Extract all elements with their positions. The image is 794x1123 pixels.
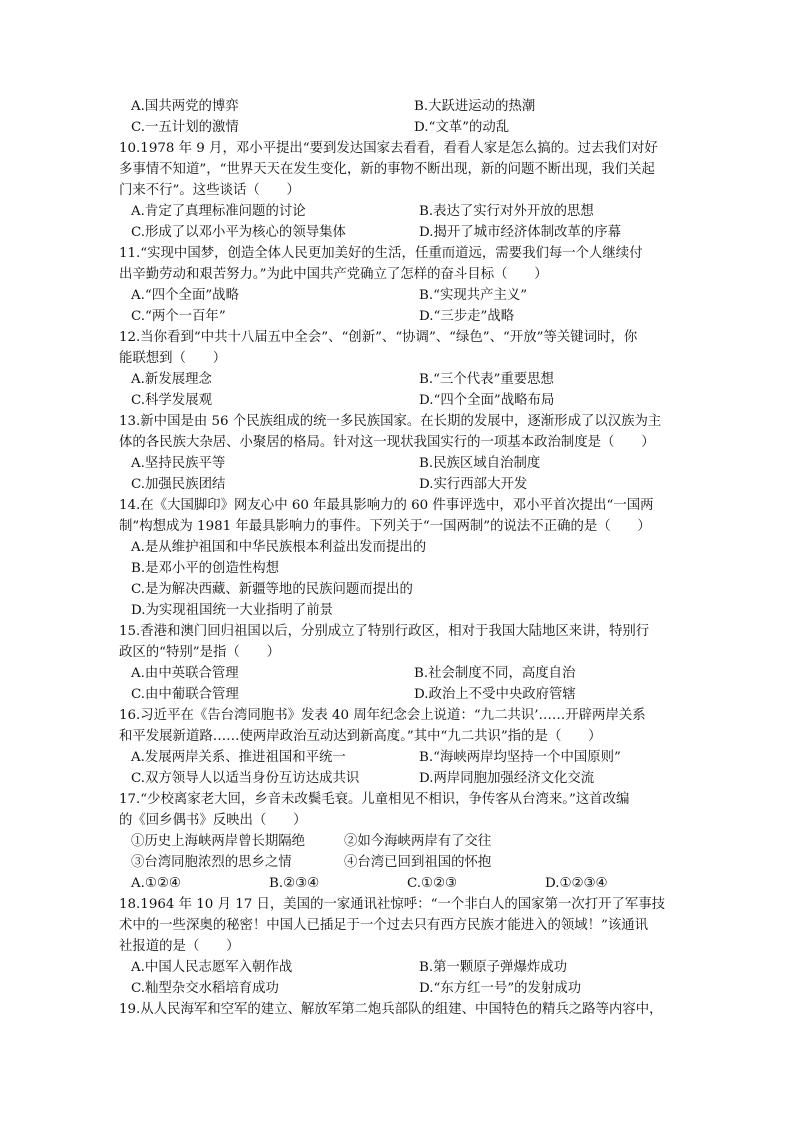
q9-option-d: D.“文革”的动乱 (414, 120, 510, 135)
q10-stem-line: 门来不行”。这些谈话（ ） (119, 183, 300, 198)
q15-option-d: D.政治上不受中央政府管辖 (414, 687, 576, 702)
question-13 (119, 411, 684, 453)
q12-stem-line: 12.当你看到“中共十八届五中全会”、“创新”、“协调”、“绿色”、“开放”等关键词时，你 (119, 330, 638, 345)
q14-stem-line: 14.在《大国脚印》网友心中 60 年最具影响力的 60 件事评选中，邓小平首次提出“一国两 (119, 498, 654, 513)
question-18 (119, 894, 684, 957)
q11-options-row-1 (119, 285, 684, 306)
question-11 (119, 243, 684, 285)
q13-option-b: B.民族区域自治制度 (419, 456, 541, 471)
q15-stem-line: 政区的“特别”是指（ ） (119, 645, 280, 660)
q16-options-row-1 (119, 747, 684, 768)
q15-options-row-1 (119, 663, 684, 684)
q12-options-row-1 (119, 369, 684, 390)
q18-option-b: B.第一颗原子弹爆炸成功 (419, 960, 568, 975)
q17-statement-4: ④台湾已回到祖国的怀抱 (344, 855, 492, 870)
q12-option-a: A.新发展理念 (131, 372, 212, 387)
q17-statement-1: ①历史上海峡两岸曾长期隔绝 (131, 834, 306, 849)
q16-option-b: B.“海峡两岸均坚持一个中国原则” (419, 750, 621, 765)
q13-options-row-2 (119, 474, 684, 495)
q17-statements-row-2 (119, 852, 684, 873)
q14-stem-line: 制”构想成为 1981 年最具影响力的事件。下列关于“一国两制”的说法不正确的是（ ） (119, 519, 651, 534)
q18-options-row-1 (119, 957, 684, 978)
q10-option-b: B.表达了实行对外开放的思想 (419, 204, 594, 219)
question-16 (119, 705, 684, 747)
question-10 (119, 138, 684, 201)
question-15 (119, 621, 684, 663)
q17-option-d: D.①②③④ (545, 876, 608, 891)
q11-option-a: A.“四个全面”战略 (131, 288, 239, 303)
q16-option-a: A.发展两岸关系、推进祖国和平统一 (131, 750, 346, 765)
q16-option-d: D.两岸同胞加强经济文化交流 (419, 771, 595, 786)
q12-stem-line: 能联想到（ ） (119, 351, 227, 366)
q17-stem-line: 17.“少校离家老大回，乡音未改鬓毛衰。儿童相见不相识，争传客从台湾来。”这首改编 (119, 792, 630, 807)
q14-option-d: D.为实现祖国统一大业指明了前景 (131, 603, 333, 618)
q14-option-a: A.是从维护祖国和中华民族根本利益出发而提出的 (131, 540, 427, 555)
question-17 (119, 789, 684, 831)
q16-stem-line: 和平发展新道路……使两岸政治互动达到新高度。”其中“九二共识”指的是（ ） (119, 729, 602, 744)
q11-option-d: D.“三步走”战略 (419, 309, 515, 324)
q10-options-row-1 (119, 201, 684, 222)
q17-option-c: C.①②③ (407, 876, 458, 891)
question-12 (119, 327, 684, 369)
q15-options-row-2 (119, 684, 684, 705)
question-14 (119, 495, 684, 537)
q18-option-d: D.“东方红一号”的发射成功 (419, 981, 582, 996)
q10-option-c: C.形成了以邓小平为核心的领导集体 (131, 225, 346, 240)
q13-option-a: A.坚持民族平等 (131, 456, 226, 471)
q12-option-d: D.“四个全面”战略布局 (419, 393, 555, 408)
q19-stem-line: 19.从人民海军和空军的建立、解放军第二炮兵部队的组建、中国特色的精兵之路等内容中， (119, 1002, 663, 1017)
q18-stem-line: 社报道的是（ ） (119, 939, 240, 954)
q14-option-b: B.是邓小平的创造性构想 (131, 561, 280, 576)
q15-stem-line: 15.香港和澳门回归祖国以后，分别成立了特别行政区，相对于我国大陆地区来讲，特别行 (119, 624, 650, 639)
q18-stem-line: 术中的一些深奥的秘密！中国人已插足于一个过去只有西方民族才能进入的领域！”该通讯 (119, 918, 649, 933)
q18-options-row-2 (119, 978, 684, 999)
q15-option-a: A.由中英联合管理 (131, 666, 239, 681)
q13-option-c: C.加强民族团结 (131, 477, 226, 492)
q17-stem-line: 的《回乡偶书》反映出（ ） (119, 813, 307, 828)
q16-stem-line: 16.习近平在《告台湾同胞书》发表 40 周年纪念会上说道：“九二共识’……开辟两岸关系 (119, 708, 646, 723)
q9-options-row-2 (119, 117, 684, 138)
q17-statement-2: ②如今海峡两岸有了交往 (344, 834, 492, 849)
q10-option-a: A.肯定了真理标准问题的讨论 (131, 204, 306, 219)
q10-option-d: D.揭开了城市经济体制改革的序幕 (419, 225, 621, 240)
q11-options-row-2 (119, 306, 684, 327)
q10-stem-line: 10.1978 年 9 月，邓小平提出“要到发达国家去看看，看看人家是怎么搞的。过去我们对好 (119, 141, 658, 156)
q10-stem-line: 多事情不知道”，“世界天天在发生变化，新的事物不断出现，新的问题不断出现，我们关起 (119, 162, 655, 177)
q17-option-b: B.②③④ (269, 876, 320, 891)
q9-option-b: B.大跃进运动的热潮 (414, 99, 536, 114)
q15-option-c: C.由中葡联合管理 (131, 687, 239, 702)
q11-stem-line: 11.“实现中国梦，创造全体人民更加美好的生活，任重而道远，需要我们每一个人继续付 (119, 246, 643, 261)
q9-options-row-1 (119, 96, 684, 117)
q18-option-a: A.中国人民志愿军入朝作战 (131, 960, 293, 975)
q13-option-d: D.实行西部大开发 (419, 477, 528, 492)
question-19 (119, 999, 684, 1020)
q9-option-a: A.国共两党的博弈 (131, 99, 239, 114)
q17-statements-row-1 (119, 831, 684, 852)
q17-option-a: A.①②④ (131, 876, 181, 891)
q16-option-c: C.双方领导人以适当身份互访达成共识 (131, 771, 360, 786)
q12-option-c: C.科学发展观 (131, 393, 212, 408)
q16-options-row-2 (119, 768, 684, 789)
q15-option-b: B.社会制度不同，高度自治 (414, 666, 576, 681)
q13-stem-line: 13.新中国是由 56 个民族组成的统一多民族国家。在长期的发展中，逐渐形成了以汉族为主 (119, 414, 662, 429)
q11-option-b: B.“实现共产主义” (419, 288, 528, 303)
q18-stem-line: 18.1964 年 10 月 17 日，美国的一家通讯社惊呼：“一个非白人的国家第一次打开了军事技 (119, 897, 666, 912)
q9-option-c: C.一五计划的激情 (131, 120, 239, 135)
question-list (119, 96, 684, 1020)
q17-options (119, 873, 684, 894)
q17-statement-3: ③台湾同胞浓烈的思乡之情 (131, 855, 292, 870)
q11-option-c: C.“两个一百年” (131, 309, 226, 324)
q12-options-row-2 (119, 390, 684, 411)
q14-option-c: C.是为解决西藏、新疆等地的民族问题而提出的 (131, 582, 413, 597)
q12-option-b: B.“三个代表”重要思想 (419, 372, 554, 387)
q13-options-row-1 (119, 453, 684, 474)
q13-stem-line: 体的各民族大杂居、小聚居的格局。针对这一现状我国实行的一项基本政治制度是（ ） (119, 435, 655, 450)
q11-stem-line: 出辛勤劳动和艰苦努力。”为此中国共产党确立了怎样的奋斗目标（ ） (119, 267, 548, 282)
q18-option-c: C.籼型杂交水稻培育成功 (131, 981, 279, 996)
q10-options-row-2 (119, 222, 684, 243)
